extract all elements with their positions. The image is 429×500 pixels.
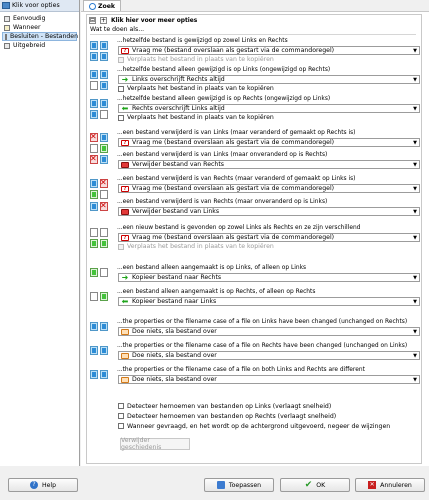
question-icon: ? [121, 48, 129, 54]
move-checkbox[interactable] [118, 85, 274, 92]
sidebar-header-label: Klik voor opties [12, 2, 60, 9]
action-value: Verwijder bestand van Links [132, 208, 220, 215]
arrow-left-icon: ⬅ [121, 296, 129, 306]
action-select[interactable] [118, 75, 420, 84]
action-select[interactable] [118, 273, 420, 282]
chevron-down-icon: ▼ [413, 106, 417, 112]
collapse-icon: ⊟ [90, 17, 96, 24]
checkbox-label: Detecteer hernoemen van bestanden op Rechts (verlaagt snelheid) [127, 412, 337, 420]
checkbox-box[interactable] [118, 413, 124, 419]
action-select[interactable] [118, 207, 420, 216]
tab-label: Zoek [98, 2, 116, 10]
checkbox-label: Verplaats het bestand in plaats van te kopiëren [127, 85, 274, 92]
decisions-icon [5, 34, 7, 40]
chevron-down-icon: ▼ [413, 329, 417, 335]
deleted-left-icon: ✕ [90, 133, 110, 153]
checkmark-icon: ✔ [304, 480, 313, 490]
action-select[interactable] [118, 297, 420, 306]
move-checkbox[interactable] [118, 114, 274, 121]
deleted-right-icon: ✕ [90, 179, 110, 199]
sidebar-item-label: Eenvoudig [13, 15, 46, 22]
action-value: Doe niets, sla bestand over [132, 376, 217, 383]
checkbox-label: Detecteer hernoemen van bestanden op Links (verlaagt snelheid) [127, 402, 332, 410]
chevron-down-icon: ▼ [413, 209, 417, 215]
chevron-down-icon: ▼ [413, 275, 417, 281]
rule-label: ...een bestand verwijderd is van Rechts (maar onveranderd op is Links) [117, 199, 328, 205]
question-icon: ? [121, 235, 129, 241]
question-icon: ? [121, 186, 129, 192]
cancel-button[interactable] [355, 478, 425, 492]
deleted-right-icon: ✕ [90, 202, 110, 222]
detection-options [118, 401, 390, 431]
checkbox-box[interactable] [118, 244, 124, 250]
question-icon: ? [121, 140, 129, 146]
action-select[interactable] [118, 351, 420, 360]
action-select[interactable] [118, 104, 420, 113]
new-both-icon [90, 228, 110, 248]
rule-label: ...the properties or the filename case of a file on Links have been changed (unchanged on Rechts) [117, 319, 408, 325]
delete-icon [121, 209, 129, 215]
properties-right-icon [90, 346, 110, 366]
action-select[interactable] [118, 46, 420, 55]
arrow-right-icon: ➜ [121, 74, 129, 84]
simple-icon [4, 16, 10, 22]
sidebar-item-wanneer[interactable] [0, 23, 79, 32]
chevron-down-icon: ▼ [413, 140, 417, 146]
right-changed-icon [90, 99, 110, 119]
action-value: Vraag me (bestand overslaan als gestart via de commandoregel) [132, 234, 335, 241]
detect-rename-left-checkbox[interactable] [118, 401, 390, 411]
both-changed-icon [90, 41, 110, 61]
chevron-down-icon: ▼ [413, 77, 417, 83]
checkbox-label: Wanneer gevraagd, en het wordt op de achtergrond uitgevoerd, negeer de wijzingen [127, 422, 391, 430]
checkbox-label: Verplaats het bestand in plaats van te kopiëren [127, 114, 274, 121]
rule-label: ...hetzelfde bestand is gewijzigd op zowel Links en Rechts [117, 38, 288, 44]
help-label: Help [41, 481, 57, 489]
ok-button[interactable] [280, 478, 350, 492]
move-checkbox[interactable] [118, 243, 274, 250]
action-select[interactable] [118, 184, 420, 193]
arrow-right-icon: ➜ [121, 272, 129, 282]
created-left-icon [90, 268, 110, 288]
detect-rename-right-checkbox[interactable] [118, 411, 390, 421]
rule-label: ...the properties or the filename case of a file on Rechts have been changed (unchanged on Links) [117, 343, 408, 349]
close-icon: ✕ [369, 481, 375, 488]
checkbox-box[interactable] [118, 403, 124, 409]
help-button[interactable] [8, 478, 78, 492]
action-value: Doe niets, sla bestand over [132, 328, 217, 335]
when-icon [4, 25, 10, 31]
properties-left-icon [90, 322, 110, 342]
deleted-left-icon: ✕ [90, 155, 110, 175]
sidebar [0, 0, 80, 466]
chevron-down-icon: ▼ [413, 299, 417, 305]
rule-label: ...een bestand verwijderd is van Rechts (maar veranderd of gemaakt op Links is) [117, 176, 356, 182]
action-value: Vraag me (bestand overslaan als gestart via de commandoregel) [132, 139, 335, 146]
panel-header[interactable] [89, 17, 197, 24]
chevron-down-icon: ▼ [413, 377, 417, 383]
expand-icon: + [101, 17, 107, 24]
help-icon: ? [30, 481, 38, 489]
sidebar-item-uitgebreid[interactable] [0, 41, 79, 50]
rule-label: ...een bestand verwijderd is van Links (maar onveranderd op is Rechts) [117, 152, 328, 158]
rule-label: ...hetzelfde bestand alleen gewijzigd is op Rechts (ongewijzigd op Links) [117, 96, 331, 102]
action-value: Links overschrijft Rechts altijd [132, 76, 225, 83]
checkbox-label: Verplaats het bestand in plaats van te kopiëren [127, 56, 274, 63]
sidebar-item-besluiten[interactable] [2, 32, 77, 41]
panel-header-label: Klik hier voor meer opties [111, 17, 198, 24]
rule-label: ...hetzelfde bestand alleen gewijzigd is op Links (ongewijzigd op Rechts) [117, 67, 331, 73]
apply-label: Toepassen [228, 481, 262, 489]
options-icon [2, 2, 10, 9]
created-right-icon [90, 292, 110, 312]
sidebar-header[interactable] [0, 0, 79, 12]
arrow-left-icon: ⬅ [121, 103, 129, 113]
ok-label: OK [316, 481, 326, 489]
search-icon [89, 3, 96, 10]
checkbox-box[interactable] [118, 86, 124, 92]
save-icon [217, 481, 225, 489]
properties-both-icon [90, 370, 110, 390]
action-select[interactable] [118, 375, 420, 384]
action-value: Vraag me (bestand overslaan als gestart via de commandoregel) [132, 185, 335, 192]
section-heading: Wat te doen als... [90, 26, 416, 35]
dialog-footer [0, 466, 429, 500]
action-value: Verwijder bestand van Rechts [132, 161, 224, 168]
left-changed-icon [90, 70, 110, 90]
sidebar-item-eenvoudig[interactable] [0, 14, 79, 23]
rule-label: ...een nieuw bestand is gevonden op zowel Links als Rechts en ze zijn verschillend [117, 225, 361, 231]
action-value: Kopieer bestand naar Links [132, 298, 217, 305]
move-checkbox[interactable] [118, 56, 274, 63]
rule-label: ...een bestand alleen aangemaakt is op Rechts, of alleen op Rechts [117, 289, 316, 295]
sidebar-item-label: Besluiten - Bestanden [10, 33, 79, 40]
action-select[interactable] [118, 160, 420, 169]
cancel-label: Annuleren [380, 481, 412, 489]
skip-icon [121, 353, 129, 359]
checkbox-box[interactable] [118, 115, 124, 121]
ignore-changes-checkbox[interactable] [118, 421, 390, 431]
chevron-down-icon: ▼ [413, 162, 417, 168]
checkbox-box[interactable] [118, 57, 124, 63]
apply-button[interactable] [204, 478, 274, 492]
rule-label: ...een bestand alleen aangemaakt is op Links, of alleen op Links [117, 265, 307, 271]
sidebar-item-label: Wanneer [13, 24, 41, 31]
checkbox-box[interactable] [118, 423, 124, 429]
delete-icon [121, 162, 129, 168]
chevron-down-icon: ▼ [413, 48, 417, 54]
skip-icon [121, 329, 129, 335]
chevron-down-icon: ▼ [413, 353, 417, 359]
action-select[interactable] [118, 327, 420, 336]
chevron-down-icon: ▼ [413, 235, 417, 241]
skip-icon [121, 377, 129, 383]
action-select[interactable] [118, 138, 420, 147]
clear-history-button[interactable]: Verwijder geschiedenis [120, 438, 190, 450]
rule-label: ...the properties or the filename case of a file on both Links and Rechts are different [117, 367, 365, 373]
rule-label: ...een bestand verwijderd is van Links (maar veranderd of gemaakt op Rechts is) [117, 130, 356, 136]
action-value: Doe niets, sla bestand over [132, 352, 217, 359]
chevron-down-icon: ▼ [413, 186, 417, 192]
action-select[interactable] [118, 233, 420, 242]
sidebar-item-label: Uitgebreid [13, 42, 46, 49]
action-value: Kopieer bestand naar Rechts [132, 274, 222, 281]
action-value: Vraag me (bestand overslaan als gestart via de commandoregel) [132, 47, 335, 54]
main-area [81, 0, 429, 466]
checkbox-label: Verplaats het bestand in plaats van te kopiëren [127, 243, 274, 250]
options-panel [86, 14, 422, 464]
tab-zoek[interactable] [83, 0, 121, 11]
tab-bar [81, 0, 429, 12]
advanced-icon [4, 43, 10, 49]
action-value: Rechts overschrijft Links altijd [132, 105, 225, 112]
